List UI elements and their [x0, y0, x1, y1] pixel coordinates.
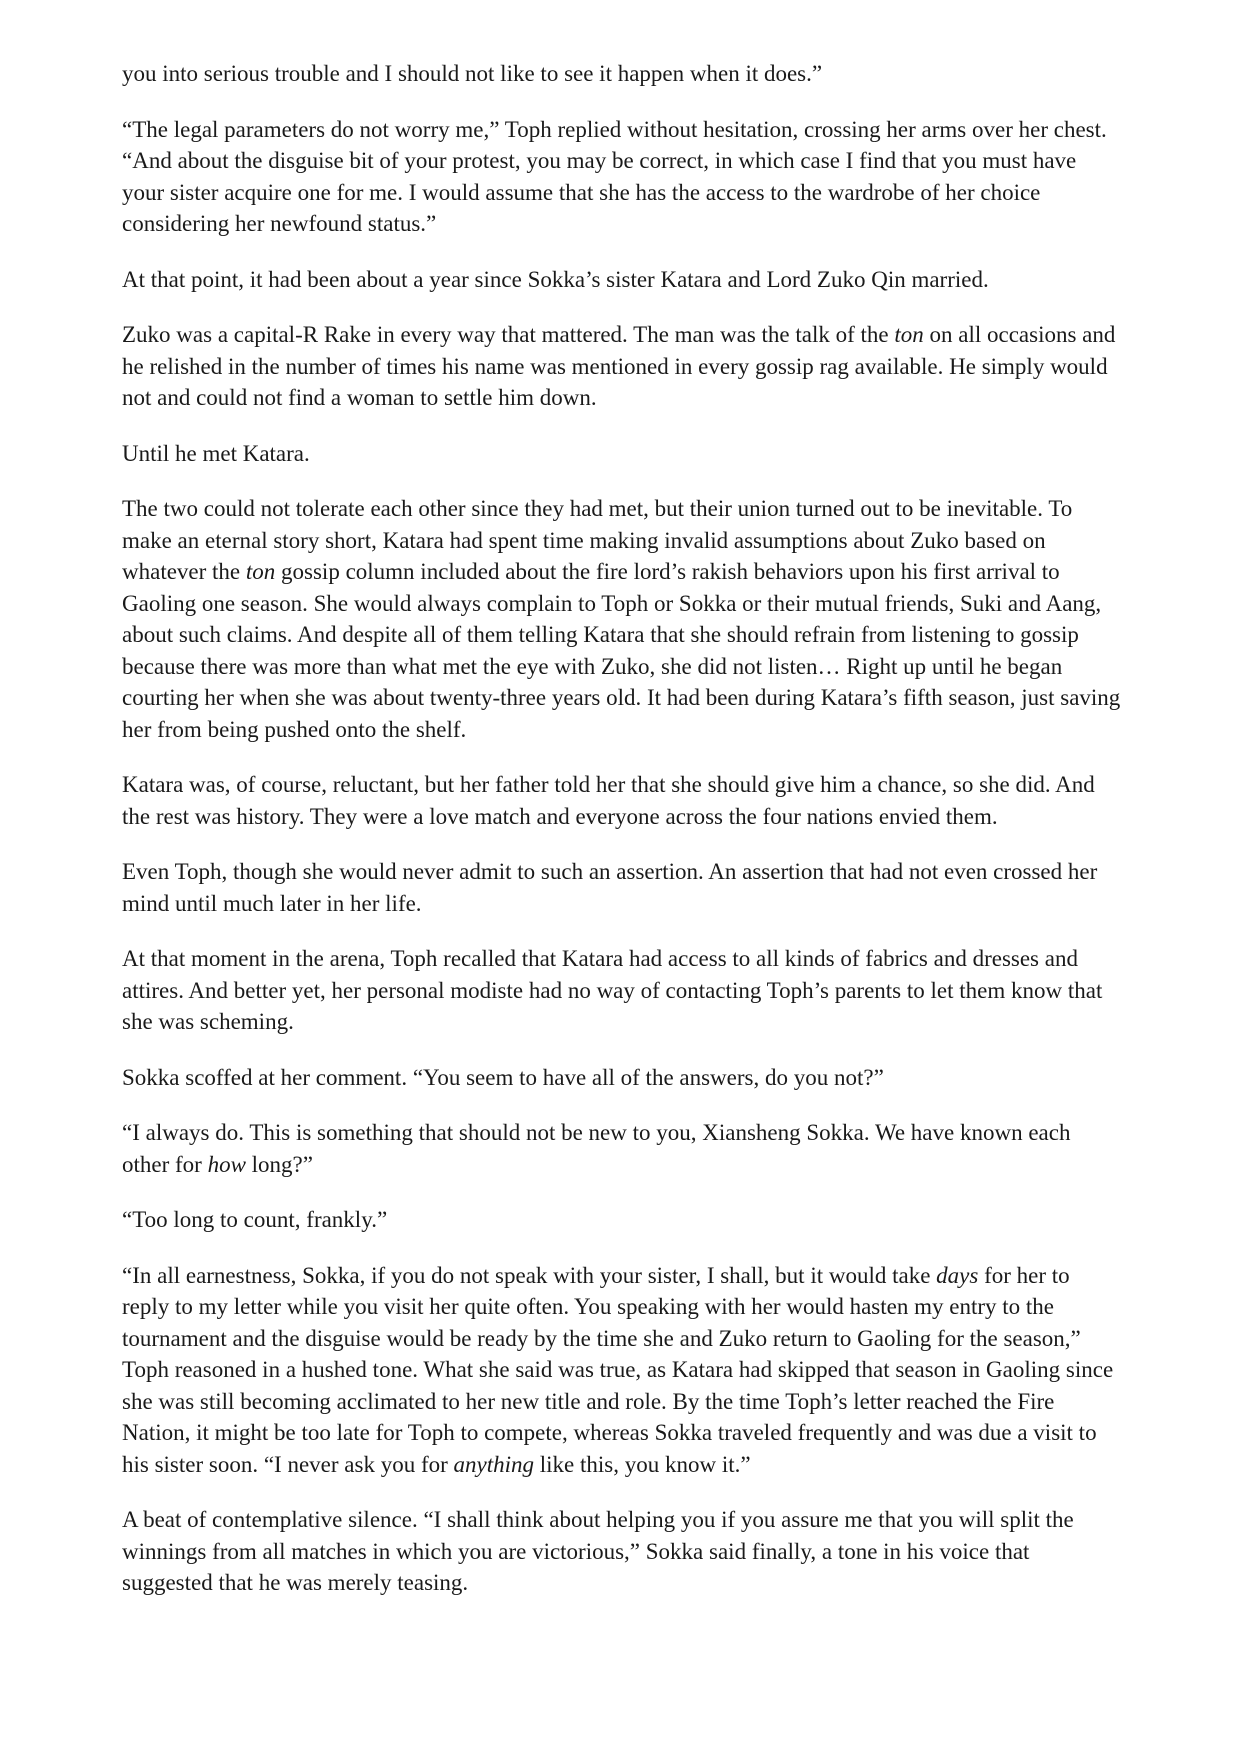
text-run: long?” [245, 1151, 313, 1177]
paragraph [122, 1504, 1122, 1599]
emphasis-text: days [936, 1262, 979, 1288]
text-run: you into serious trouble and I should not like to see it happen when it does.” [122, 61, 823, 86]
text-run: on all occasions and he relished in the number of times his name was mentioned in every gossip rag available. He simply would not and could not find a woman to settle him down. [122, 322, 1116, 410]
text-run: Katara was, of course, reluctant, but her father told her that she should give him a chance, so she did. And the rest was history. They were a love match and everyone across the four nations envied them. [122, 772, 1095, 829]
paragraph [122, 856, 1122, 919]
text-run: gossip column included about the fire lord’s rakish behaviors upon his first arrival to Gaoling one season. She would always complain to Toph or Sokka or their mutual friends, Suki and Aang, about such claims. And despite all of them telling Katara that she should refrain from listening to gossip because there was more than what met the eye with Zuko, she did not listen… Right up until he began courting her when she was about twenty-three years old. It had been during Katara’s fifth season, just saving her from being pushed onto the shelf. [122, 559, 1121, 742]
text-run: “In all earnestness, Sokka, if you do not speak with your sister, I shall, but it would take [122, 1262, 937, 1288]
paragraph [122, 769, 1122, 832]
body-text [122, 58, 1122, 1599]
paragraph [122, 1062, 1122, 1094]
text-run: “I always do. This is something that should not be new to you, Xiansheng Sokka. We have known each other for [122, 1120, 1071, 1177]
text-run: At that point, it had been about a year since Sokka’s sister Katara and Lord Zuko Qin married. [122, 266, 989, 292]
paragraph [122, 1260, 1122, 1481]
paragraph [122, 264, 1122, 296]
paragraph [122, 1117, 1122, 1180]
paragraph [122, 493, 1122, 745]
paragraph [122, 1204, 1122, 1236]
text-run: like this, you know it.” [534, 1451, 751, 1477]
emphasis-text: ton [894, 322, 924, 347]
text-run: for her to reply to my letter while you visit her quite often. You speaking with her would hasten my entry to the tournament and the disguise would be ready by the time she and Zuko return to Gaoling for the season,” Toph reasoned in a hushed tone. What she said was true, as Katara had skipped that season in Gaoling since she was still becoming acclimated to her new title and role. By the time Toph’s letter reached the Fire Nation, it might be too late for Toph to compete, whereas Sokka traveled frequently and was due a visit to his sister soon. “I never ask you for [122, 1262, 1114, 1477]
text-run: Sokka scoffed at her comment. “You seem to have all of the answers, do you not?” [122, 1064, 884, 1090]
text-run: “The legal parameters do not worry me,” Toph replied without hesitation, crossing her arms over her chest. “And about the disguise bit of your protest, you may be correct, in which case I find that you must have your sister acquire one for me. I would assume that she has the access to the wardrobe of her choice considering her newfound status.” [122, 116, 1107, 236]
emphasis-text: ton [245, 559, 276, 584]
text-run: “Too long to count, frankly.” [122, 1207, 388, 1232]
text-run: The two could not tolerate each other since they had met, but their union turned out to be inevitable. To make an eternal story short, Katara had spent time making invalid assumptions about Zuko based on whatever the [122, 496, 1073, 584]
text-run: At that moment in the arena, Toph recalled that Katara had access to all kinds of fabrics and dresses and attires. And better yet, her personal modiste had no way of contacting Toph’s parents to let them know that she was scheming. [122, 946, 1103, 1034]
paragraph [122, 114, 1122, 240]
paragraph [122, 58, 1122, 90]
emphasis-text: how [207, 1151, 246, 1177]
paragraph [122, 319, 1122, 414]
text-run: Zuko was a capital-R Rake in every way that mattered. The man was the talk of the [122, 322, 895, 347]
paragraph [122, 943, 1122, 1038]
text-run: Even Toph, though she would never admit to such an assertion. An assertion that had not even crossed her mind until much later in her life. [122, 859, 1098, 916]
paragraph [122, 438, 1122, 470]
text-run: Until he met Katara. [122, 440, 310, 466]
text-run: A beat of contemplative silence. “I shall think about helping you if you assure me that you will split the winnings from all matches in which you are victorious,” Sokka said finally, a tone in his voice that suggested that he was merely teasing. [122, 1507, 1074, 1595]
emphasis-text: anything [453, 1451, 535, 1477]
